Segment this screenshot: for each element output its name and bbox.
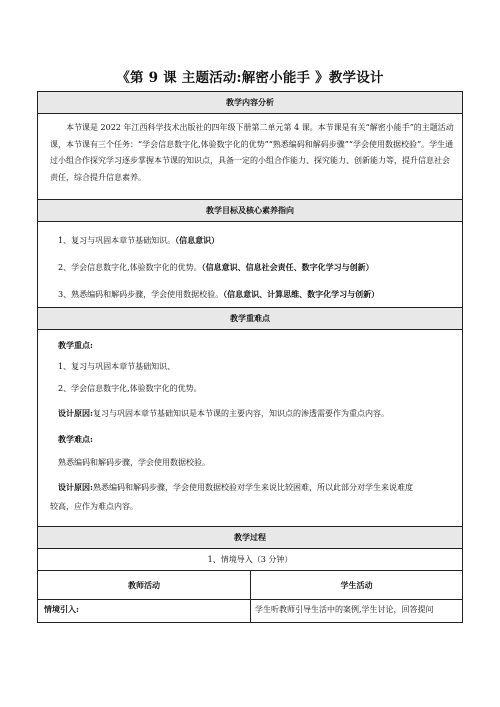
content-analysis-section [38, 114, 462, 200]
objective-item: 2、学会信息数字化,体验数字化的优势。（信息意识、信息社会责任、数字化学习与创新） [58, 262, 374, 272]
design-reason-1: 设计原因:复习与巩固本章节基础知识是本节课的主要内容，知识点的渗透需要作为重点内容。 [58, 408, 389, 418]
content-analysis-text [38, 114, 462, 186]
content-analysis-line: 究能力、创新能力等，提升信息社会责任，综合提升信息素养。 [50, 156, 450, 182]
difficulty-text: 熟悉编码和解码步骤，学会使用数据校验。 [58, 458, 210, 467]
teacher-activity-header: 教师活动 [128, 579, 160, 590]
section-header-key-points: 教学重难点 [38, 308, 462, 330]
key-points-label: 教学重点: [58, 340, 93, 350]
design-reason-2: 设计原因:熟悉编码和解码步骤，学会使用数据校验对学生来说比较困难，所以此部分对学生来说难度 [58, 482, 413, 492]
difficulty-label: 教学难点: [58, 434, 93, 444]
process-step-title: 1、情境导入（3 分钟） [38, 549, 462, 571]
key-point-item: 2、学会信息数字化,体验数字化的优势。 [58, 384, 202, 393]
content-analysis-line: 本节课是 2022 年江西科学技术出版社的四年级下册第二单元第 4 课。本节课是有关“解密小能手”的主 [66, 123, 430, 132]
activity-columns-header [38, 571, 462, 600]
section-header-objectives: 教学目标及核心素养指向 [38, 200, 462, 222]
section-header-process: 教学过程 [38, 527, 462, 549]
activity-row [38, 600, 462, 622]
key-point-item: 1、复习与巩固本章节基础知识、 [58, 362, 176, 371]
design-reason-2-cont: 较高，应作为难点内容。 [50, 502, 138, 511]
key-points-section [38, 330, 462, 527]
objectives-section [38, 222, 462, 308]
lesson-plan-table [37, 91, 463, 623]
section-header-content-analysis: 教学内容分析 [38, 92, 462, 114]
objective-item: 1、复习与巩固本章节基础知识。（信息意识） [58, 235, 220, 245]
document-title: 《第 9 课 主题活动:解密小能手 》教学设计 [116, 70, 384, 86]
objective-item: 3、熟悉编码和解码步骤，学会使用数据校验。（信息意识、计算思维、数字化学习与创新） [58, 289, 380, 299]
content-analysis-line: 使用数据校验”。学生通过小组合作探究学习逐步掌握本节课的知识点，具备一定的小组合作能力、探 [50, 139, 454, 165]
student-activity-cell: 学生听教师引导生活中的案例,学生讨论，回答提问 [250, 600, 462, 622]
content-analysis-line: 题活动课，本节课有三个任务：“学会信息数字化,体验数字化的优势”“熟悉编码和解码步骤”“学会 [50, 123, 454, 149]
teacher-activity-cell: 情境引入: [44, 604, 79, 614]
student-activity-header: 学生活动 [250, 571, 462, 599]
